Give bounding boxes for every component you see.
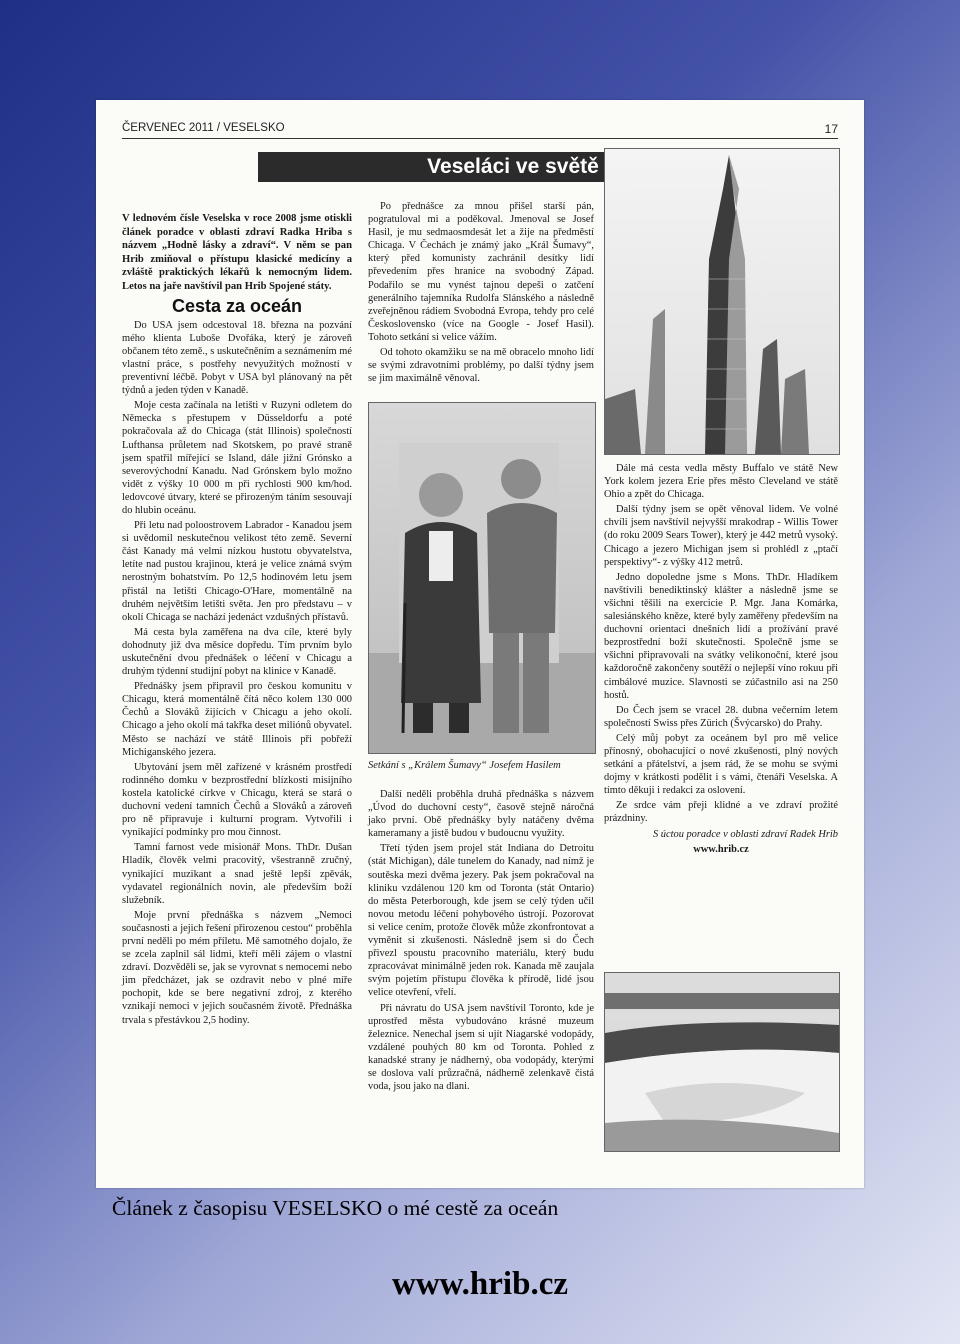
signature: S úctou poradce v oblasti zdraví Radek Hrib: [653, 828, 838, 840]
paragraph: Další týdny jsem se opět věnoval lidem. Ve volné chvíli jsem navštívil nejvyšší mrakodrap - Willis Tower (do roku 2009 Sears Tower), který je 442 metrů vysoký. Chicago a jezero Michigan jsem si prohlédl z „ptačí perspektivy“- z výšky 412 metrů.: [604, 504, 838, 568]
photo-meeting: [368, 402, 596, 754]
column-2-top: [368, 200, 594, 400]
paragraph: Do Čech jsem se vracel 28. dubna večerním letem společností Swiss přes Zürich (Švýcarsko) do Prahy.: [604, 704, 838, 729]
article-subheading: Cesta za oceán: [171, 295, 303, 316]
lead-paragraph: V lednovém čísle Veselska v roce 2008 jsme otiskli článek poradce v oblasti zdraví Radka Hriba s názvem „Hodně lásky a zdraví“. V něm se pan Hrib zmiňoval o přístupu klasické medicíny a zvláště praktických lékařů k nemocným lidem. Letos na jaře navštívil pan Hrib Spojené státy.: [122, 213, 352, 292]
paragraph: Moje cesta začínala na letišti v Ruzyni odletem do Německa s přestupem v Düsseldorfu a poté pokračovala až do Chicaga (stát Illinois) společností Lufthansa průletem nad Skotskem, po pravé straně jsem spatřil mířející se Island, dále jižní Grónsko a severovýchodní Kanadu. Nad Grónskem bylo možno vidět z výšky 10 000 m při rychlosti 900 km/hod. ledovcové útvary, které se přirozeným táním sesouvají do hlubin oceánu.: [122, 400, 352, 516]
paragraph: Při návratu do USA jsem navštívil Toronto, kde je uprostřed města vybudováno krásné muzeum železnice. Nenechal jsem si ujít Niagarské vodopády, vzdálené pouhých 80 km od Toronta. Pohled z kanadské strany je nádherný, oba vodopády, kterými se doslova valí průzračná, nádherně zelenkavě čistá voda, jsou jako na dlani.: [368, 1002, 594, 1093]
paragraph: Tamní farnost vede misionář Mons. ThDr. Dušan Hladík, člověk velmi pracovitý, všestranně zručný, vynikající muzikant a snad ještě lepší zpěvák, vydavatel regionálních novin, ale především boží služebník.: [122, 842, 352, 906]
footer-website-link[interactable]: www.hrib.cz: [392, 1266, 568, 1302]
paragraph: Celý můj pobyt za oceánem byl pro mě velice přínosný, obohacující o nové zkušenosti, plný nových setkání a přátelství, a jsem rád, že se mohu se svými dojmy v krátkosti podělit i s vámi, čtenáři Veselska. A tímto děkuji i redakci za oslovení.: [604, 732, 838, 797]
paragraph: Při letu nad poloostrovem Labrador - Kanadou jsem si uvědomil neskutečnou velikost této země. Severní část Kanady má velmi nízkou hustotu obyvatelstva, letíte nad pustou krajinou, která je velice známá svým nerostným bohatstvím. Po 12,5 hodinovém letu jsem přistál na letišti Chicago-O'Hare, momentálně na druhém největším letišti světa. Jen pro představu – v okolí Chicaga se nachází jedenáct vzdušných přístavů.: [122, 520, 352, 623]
paragraph: Od tohoto okamžiku se na mě obracelo mnoho lidí se svými zdravotními problémy, po další týdny jsem se jim maximálně věnoval.: [368, 347, 594, 385]
column-2-bottom: [368, 788, 594, 1168]
photo-meeting-image: [369, 403, 595, 753]
column-3: [604, 462, 838, 855]
paragraph: Moje první přednáška s názvem „Nemoci současnosti a jejich řešení přirozenou cestou“ proběhla první neděli po mém příletu. Mě samotného dojalo, že se zcela zaplnil sál lidmi, kteří měli zájem o vlastní zdraví. Dozvěděli se, jak se vyrovnat s nemocemi nebo jim předcházet, jak se ozdravit nebo v plné míře pochopit, kde se bere negativní zdroj, z kterého vznikají nemoci v jejich současném životě. Přednáška trvala s přestávkou 2,5 hodiny.: [122, 909, 352, 1026]
photo-caption: Setkání s „Králem Šumavy“ Josefem Hasilem: [368, 760, 561, 771]
paragraph: Jedno dopoledne jsme s Mons. ThDr. Hladíkem navštívili benediktinský klášter a následně jsme se všichni těšili na exercicie P. Mgr. Jana Komárka, salesiánského kněze, které byly zaměřeny především na duchovní orientaci dnešních lidí a prožívání pravé bezprostřední boží skutečnosti. Společně jsme se všichni připravovali na svátky velikonoční, které jsou každoročně zakončeny soutěží o nejlepší víno rokuu při cimbálové muzice. Slavnosti se zúčastnilo asi na 250 hostů.: [604, 571, 838, 701]
footer-caption: Článek z časopisu VESELSKO o mé cestě za oceán: [112, 1196, 559, 1220]
paragraph: Po přednášce za mnou přišel starší pán, pogratuloval mi a poděkoval. Jmenoval se Josef Hasil, je mu sedmaosmdesát let a žije na předměstí Chicaga. V Čechách je známý jako „Král Šumavy“, který před komunisty zachránil desítky lidí převedením přes hranice na svobodný Západ. Podařilo se mu vynést tajnou depeši o zatčení generálního tajemníka Rudolfa Slánského a následně zveřejněnou rádiem Svobodná Evropa, tehdy pro celé Československo (více na Google - Josef Hasil). Tohoto setkání si velice vážím.: [368, 201, 594, 343]
paragraph: Třetí týden jsem projel stát Indiana do Detroitu (stát Michigan), dále tunelem do Kanady, nad nímž je soutěska mezi dvěma jezery. Pak jsem pokračoval na kliniku vzdálenou 120 km od Toronta (stát Ontario) do města Peterborough, kde jsem se celý týden učil novou metodu léčení pohybového ústrojí. Pozorovat si velice cením, protože člověk může zkonfrontovat a vyměnit si zkušenosti. Následně jsem si do Čech přivezl spoustu pracovního materiálu, který budu zpracovávat minimálně jeden rok. Kanada mě zaujala svým pojetím přístupu člověka k přírodě, lidé jsou velice otevření, vřelí.: [368, 843, 594, 999]
skyscraper-image: [605, 149, 839, 454]
paragraph: Přednášky jsem připravil pro českou komunitu v Chicagu, která momentálně čítá něco kolem 130 000 Čechů a Slováků žijících v Chicagu a jeho okolí. Chicago a jeho okolí má takřka deset miliónů obyvatel. Město se nachází ve státě Illinois při pobřeží Michiganského jezera.: [122, 681, 352, 758]
page-number: 17: [824, 122, 838, 136]
paragraph: Ubytování jsem měl zařízené v krásném prostředí rodinného domku v bezprostřední blízkosti misijního kostela katolické církve v Chicagu, která se stará o duchovní vedení tamních Čechů a Slováků a zároveň pro ně připravuje i kulturní program. Vytvořili i vynikající podmínky pro mou činnost.: [122, 761, 352, 839]
article-website: www.hrib.cz: [693, 843, 749, 855]
photo-niagara-falls: [604, 972, 840, 1152]
paragraph: Dále má cesta vedla městy Buffalo ve státě New York kolem jezera Erie přes město Cleveland ve státě Ohio a zpět do Chicaga.: [604, 463, 838, 501]
header-rule: [122, 138, 838, 139]
column-1: [122, 212, 352, 1172]
paragraph: Má cesta byla zaměřena na dva cíle, které byly dohodnuty již dva měsíce dopředu. Tím prvním bylo uskutečnění dvou přednášek o léčení v Chicagu a druhým týdenní studijní pobyt na klinice v Kanadě.: [122, 626, 352, 678]
photo-skyscraper: [604, 148, 840, 455]
issue-label: ČERVENEC 2011 / VESELSKO: [122, 122, 285, 134]
niagara-falls-image: [605, 973, 839, 1151]
paragraph: Další neděli proběhla druhá přednáška s názvem „Úvod do duchovní cesty“, časově stejně náročná jako první. Obě přednášky byly natáčeny dvěma kameramany a jistě budou v budoucnu využity.: [368, 789, 594, 840]
section-banner: Veseláci ve světě: [258, 152, 768, 182]
magazine-page: [96, 100, 864, 1188]
paragraph: Do USA jsem odcestoval 18. března na pozvání mého klienta Luboše Dvořáka, který je zároveň občanem této země., s uskutečněním a seznámením mé vlastní práce, s postřehy nevyužitých možností v preventivní léčbě. Pobyt v USA byl plánovaný na pět týdnů a jeden týden v Kanadě.: [122, 319, 352, 397]
paragraph: Ze srdce vám přeji klidné a ve zdraví prožité prázdniny.: [604, 800, 838, 825]
running-header: [122, 122, 838, 138]
